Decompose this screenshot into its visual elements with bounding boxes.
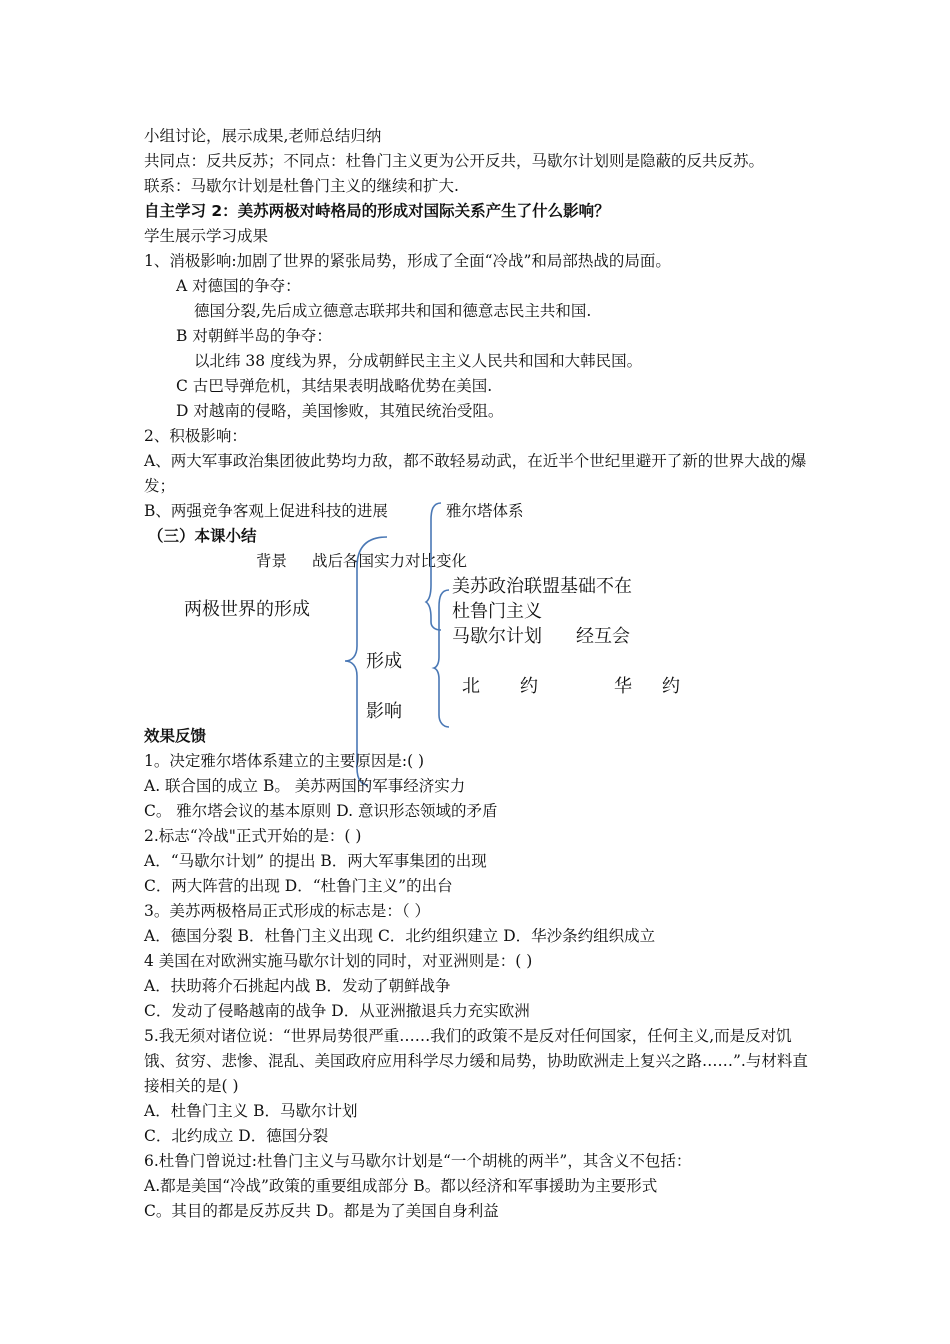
question-1: 1。决定雅尔塔体系建立的主要原因是:( ) <box>144 752 425 770</box>
summary-heading: （三）本课小结 <box>148 527 257 545</box>
truman-text: 杜鲁门主义 <box>452 601 542 622</box>
warsaw-char-2: 约 <box>662 676 680 697</box>
cuba-text: C 古巴导弹危机，其结果表明战略优势在美国. <box>176 377 493 395</box>
comecon-text: 经互会 <box>576 626 630 647</box>
positive-b-text: B、两强竞争客观上促进科技的进展 <box>144 502 388 520</box>
warsaw-char-1: 华 <box>614 676 632 697</box>
question-2-options-cd: C．两大阵营的出现 D．“杜鲁门主义”的出台 <box>144 877 453 895</box>
positive-a-text: A、两大军事政治集团彼此势均力敌，都不敢轻易动武，在近半个世纪里避开了新的世界大战的爆发； <box>144 452 807 495</box>
question-4-options-cd: C．发动了侵略越南的战争 D．从亚洲撤退兵力充实欧洲 <box>144 1002 530 1020</box>
influence-label: 影响 <box>366 701 402 722</box>
question-4: 4 美国在对欧洲实施马歇尔计划的同时，对亚洲则是：( ) <box>144 952 533 970</box>
formation-brace <box>434 590 449 727</box>
question-6-options-ab: A.都是美国“冷战”政策的重要组成部分 B。都以经济和军事援助为主要形式 <box>144 1177 658 1195</box>
positive-impact-title: 2、积极影响： <box>144 427 247 445</box>
korea-text: 以北纬 38 度线为界，分成朝鲜民主主义人民共和国和大韩民国。 <box>194 352 643 370</box>
summary-topic: 两极世界的形成 <box>184 599 310 620</box>
show-results-line: 学生展示学习成果 <box>144 227 269 245</box>
question-1-options-ab: A. 联合国的成立 B。 美苏两国的军事经济实力 <box>144 777 466 795</box>
question-4-options-ab: A．扶助蒋介石挑起内战 B．发动了朝鲜战争 <box>144 977 451 995</box>
question-3: 3。美苏两极格局正式形成的标志是：（ ） <box>144 902 431 920</box>
question-6-options-cd: C。其目的都是反苏反共 D。都是为了美国自身利益 <box>144 1202 499 1220</box>
relation-line: 联系：马歇尔计划是杜鲁门主义的继续和扩大. <box>144 177 459 195</box>
background-label: 背景 <box>256 552 288 570</box>
negative-impact-title: 1、消极影响:加剧了世界的紧张局势，形成了全面“冷战”和局部热战的局面。 <box>144 252 671 270</box>
nato-char-2: 约 <box>520 676 538 697</box>
question-5-options-ab: A．杜鲁门主义 B．马歇尔计划 <box>144 1102 358 1120</box>
main-brace <box>345 537 387 785</box>
question-5-options-cd: C．北约成立 D．德国分裂 <box>144 1127 329 1145</box>
question-3-options: A．德国分裂 B．杜鲁门主义出现 C．北约组织建立 D．华沙条约组织成立 <box>144 927 656 945</box>
discussion-line: 小组讨论，展示成果,老师总结归纳 <box>144 127 382 145</box>
question-2-options-ab: A．“马歇尔计划” 的提出 B．两大军事集团的出现 <box>144 852 487 870</box>
question-1-options-cd: C。 雅尔塔会议的基本原则 D. 意识形态领域的矛盾 <box>144 802 498 820</box>
yalta-label: 雅尔塔体系 <box>446 502 524 520</box>
question-6: 6.杜鲁门曾说过:杜鲁门主义与马歇尔计划是“一个胡桃的两半”，其含义不包括： <box>144 1152 692 1170</box>
common-diff-line: 共同点：反共反苏；不同点：杜鲁门主义更为公开反共，马歇尔计划则是隐蔽的反共反苏。 <box>144 152 765 170</box>
formation-label: 形成 <box>366 651 402 672</box>
foundation-text: 美苏政治联盟基础不在 <box>452 576 632 597</box>
background-text: 战后各国实力对比变化 <box>312 552 468 570</box>
question-5: 5.我无须对诸位说：“世界局势很严重……我们的政策不是反对任何国家，任何主义,而是反对饥饿、贫穷、悲惨、混乱、美国政府应用科学尽力缓和局势，协助欧洲走上复兴之路……”.与材料直接相关的是( ) <box>144 1027 808 1095</box>
nato-char-1: 北 <box>462 676 480 697</box>
germany-text: 德国分裂,先后成立德意志联邦共和国和德意志民主共和国. <box>194 302 592 320</box>
marshall-text: 马歇尔计划 <box>452 626 542 647</box>
self-study-2-title: 自主学习 2：美苏两极对峙格局的形成对国际关系产生了什么影响？ <box>144 202 610 220</box>
germany-label: A 对德国的争夺： <box>176 277 301 295</box>
korea-label: B 对朝鲜半岛的争夺： <box>176 327 332 345</box>
question-2: 2.标志“冷战"正式开始的是：( ) <box>144 827 362 845</box>
vietnam-text: D 对越南的侵略，美国惨败，其殖民统治受阻。 <box>176 402 504 420</box>
feedback-heading: 效果反馈 <box>144 727 207 745</box>
